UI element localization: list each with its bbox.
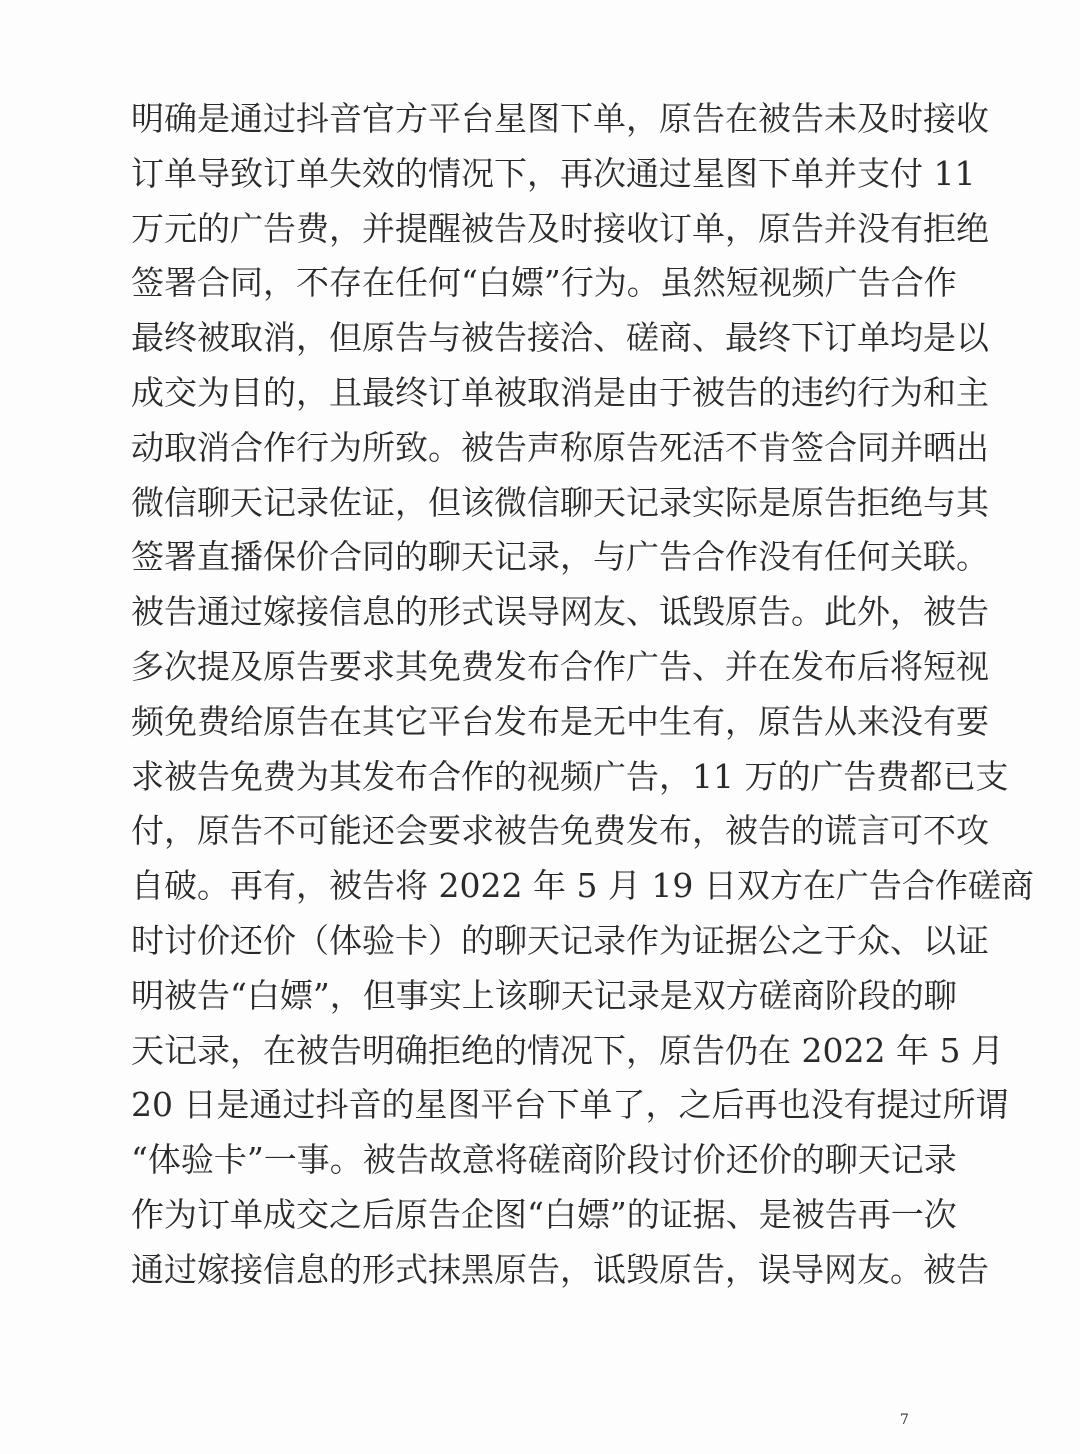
text-line-12: 频免费给原告在其它平台发布是无中生有，原告从来没有要 [131,701,989,741]
text-line-7: 动取消合作行为所致。被告声称原告死活不肯签合同并晒出 [131,427,989,467]
text-line-1: 明确是通过抖音官方平台星图下单，原告在被告未及时接收 [131,99,989,138]
body-text [131,92,1034,1298]
text-line-21: 作为订单成交之后原告企图“白嫖”的证据、是被告再一次 [131,1194,957,1234]
text-line-13: 求被告免费为其发布合作的视频广告，11 万的广告费都已支 [131,756,1009,796]
text-line-9: 签署直播保价合同的聊天记录，与广告合作没有任何关联。 [131,537,989,577]
page-number: 7 [900,1412,909,1428]
text-line-8: 微信聊天记录佐证，但该微信聊天记录实际是原告拒绝与其 [131,482,989,522]
text-line-16: 时讨价还价（体验卡）的聊天记录作为证据公之于众、以证 [131,920,989,960]
text-line-19: 20 日是通过抖音的星图平台下单了，之后再也没有提过所谓 [131,1085,1009,1125]
text-line-2: 订单导致订单失效的情况下，再次通过星图下单并支付 11 [131,153,976,193]
text-line-15: 自破。再有，被告将 2022 年 5 月 19 日双方在广告合作磋商 [131,866,1034,906]
text-line-3: 万元的广告费，并提醒被告及时接收订单，原告并没有拒绝 [131,208,989,248]
text-line-10: 被告通过嫁接信息的形式误导网友、诋毁原告。此外，被告 [131,592,989,632]
text-line-18: 天记录，在被告明确拒绝的情况下，原告仍在 2022 年 5 月 [131,1030,1004,1070]
text-line-22: 通过嫁接信息的形式抹黑原告，诋毁原告，误导网友。被告 [131,1249,989,1289]
text-line-4: 签署合同，不存在任何“白嫖”行为。虽然短视频广告合作 [131,263,957,303]
text-line-20: “体验卡”一事。被告故意将磋商阶段讨价还价的聊天记录 [131,1140,957,1180]
text-line-14: 付，原告不可能还会要求被告免费发布，被告的谎言可不攻 [131,811,989,851]
text-line-11: 多次提及原告要求其免费发布合作广告、并在发布后将短视 [131,646,989,686]
text-line-5: 最终被取消，但原告与被告接洽、磋商、最终下订单均是以 [131,318,989,358]
text-line-6: 成交为目的，且最终订单被取消是由于被告的违约行为和主 [131,372,989,412]
text-line-17: 明被告“白嫖”，但事实上该聊天记录是双方磋商阶段的聊 [131,975,957,1015]
